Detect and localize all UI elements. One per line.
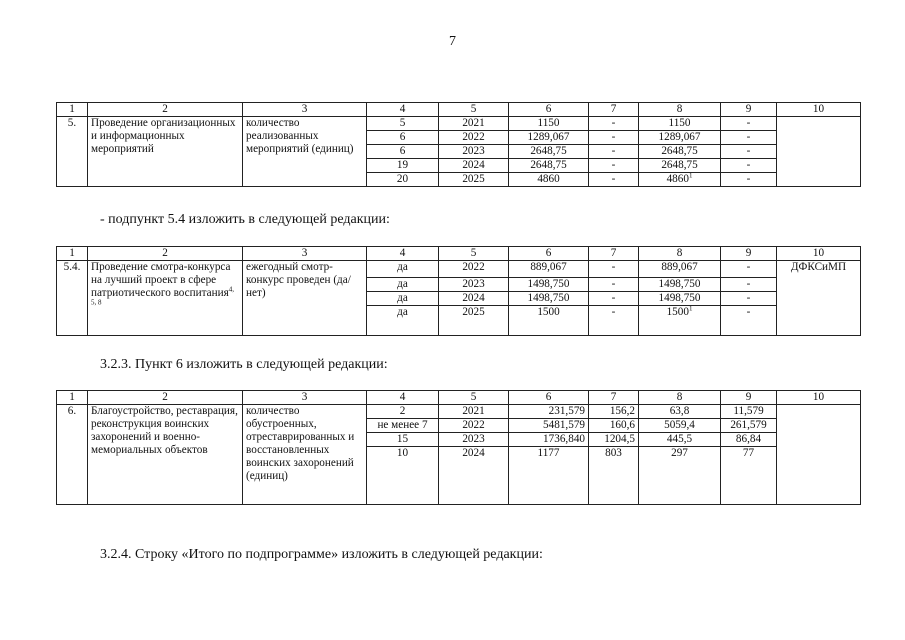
local-amount: - xyxy=(721,117,777,131)
responsible xyxy=(777,117,861,187)
federal-amount: 803 xyxy=(589,447,639,505)
header-cell: 10 xyxy=(777,103,861,117)
local-amount: - xyxy=(721,145,777,159)
local-amount: - xyxy=(721,306,777,336)
total-amount: 1177 xyxy=(509,447,589,505)
header-cell: 1 xyxy=(57,391,88,405)
year: 2025 xyxy=(439,173,509,187)
header-cell: 3 xyxy=(243,247,367,261)
indicator-value: не менее 7 xyxy=(367,419,439,433)
year: 2023 xyxy=(439,145,509,159)
item-name: Благоустройство, реставрация, реконструкция воинских захоронений и военно-мемориальных объектов xyxy=(88,405,243,505)
paragraph-3-2-4: 3.2.4. Строку «Итого по подпрограмме» изложить в следующей редакции: xyxy=(100,547,543,562)
federal-amount: 160,6 xyxy=(589,419,639,433)
local-amount: 11,579 xyxy=(721,405,777,419)
header-cell: 2 xyxy=(88,103,243,117)
header-cell: 8 xyxy=(639,103,721,117)
header-cell: 3 xyxy=(243,103,367,117)
total-amount: 889,067 xyxy=(509,261,589,278)
local-amount: - xyxy=(721,159,777,173)
total-amount: 2648,75 xyxy=(509,145,589,159)
total-amount: 1289,067 xyxy=(509,131,589,145)
header-row xyxy=(57,391,861,405)
indicator-value: 19 xyxy=(367,159,439,173)
federal-amount: - xyxy=(589,173,639,187)
item-name: Проведение смотра-конкурса на лучший проект в сфере патриотического воспитания$^{4, 5, 8}$ xyxy=(88,261,243,336)
paragraph-3-2-3: 3.2.3. Пункт 6 изложить в следующей редакции: xyxy=(100,357,388,372)
federal-amount: 1204,5 xyxy=(589,433,639,447)
header-cell: 2 xyxy=(88,391,243,405)
regional-amount: 1289,067 xyxy=(639,131,721,145)
header-cell: 10 xyxy=(777,247,861,261)
regional-amount: 2648,75 xyxy=(639,145,721,159)
page-number: 7 xyxy=(449,34,456,49)
regional-amount: 63,8 xyxy=(639,405,721,419)
item-number: 6. xyxy=(57,405,88,505)
program-table-item-5 xyxy=(56,102,861,187)
total-amount: 1500 xyxy=(509,306,589,336)
responsible xyxy=(777,405,861,505)
header-cell: 9 xyxy=(721,391,777,405)
header-cell: 9 xyxy=(721,247,777,261)
header-cell: 9 xyxy=(721,103,777,117)
federal-amount: 156,2 xyxy=(589,405,639,419)
header-cell: 4 xyxy=(367,247,439,261)
indicator-value: 5 xyxy=(367,117,439,131)
indicator-value: да xyxy=(367,261,439,278)
regional-amount: 445,5 xyxy=(639,433,721,447)
total-amount: 5481,579 xyxy=(509,419,589,433)
year: 2023 xyxy=(439,433,509,447)
federal-amount: - xyxy=(589,117,639,131)
year: 2022 xyxy=(439,261,509,278)
year: 2022 xyxy=(439,419,509,433)
year: 2022 xyxy=(439,131,509,145)
year: 2023 xyxy=(439,278,509,292)
responsible: ДФКСиМП xyxy=(777,261,861,336)
indicator-value: 2 xyxy=(367,405,439,419)
table-row xyxy=(57,261,861,278)
program-table-item-6 xyxy=(56,390,861,505)
item-indicator: количество обустроенных, отреставрированных и восстановленных воинских захоронений (единиц) xyxy=(243,405,367,505)
header-cell: 5 xyxy=(439,247,509,261)
item-number: 5. xyxy=(57,117,88,187)
header-cell: 3 xyxy=(243,391,367,405)
federal-amount: - xyxy=(589,292,639,306)
header-cell: 7 xyxy=(589,247,639,261)
year: 2025 xyxy=(439,306,509,336)
header-cell: 2 xyxy=(88,247,243,261)
header-cell: 5 xyxy=(439,103,509,117)
year: 2024 xyxy=(439,447,509,505)
federal-amount: - xyxy=(589,306,639,336)
total-amount: 1150 xyxy=(509,117,589,131)
paragraph-subitem-5-4: - подпункт 5.4 изложить в следующей редакции: xyxy=(100,212,390,227)
header-cell: 5 xyxy=(439,391,509,405)
local-amount: 77 xyxy=(721,447,777,505)
regional-amount: 1150 xyxy=(639,117,721,131)
item-number: 5.4. xyxy=(57,261,88,336)
indicator-value: 10 xyxy=(367,447,439,505)
regional-amount: 5059,4 xyxy=(639,419,721,433)
federal-amount: - xyxy=(589,278,639,292)
local-amount: - xyxy=(721,131,777,145)
regional-amount: 1498,750 xyxy=(639,278,721,292)
indicator-value: да xyxy=(367,292,439,306)
local-amount: - xyxy=(721,278,777,292)
indicator-value: 6 xyxy=(367,131,439,145)
item-name: Проведение организационных и информационных мероприятий xyxy=(88,117,243,187)
header-cell: 8 xyxy=(639,247,721,261)
table-row xyxy=(57,117,861,131)
regional-amount: 1500$^1$ xyxy=(639,306,721,336)
federal-amount: - xyxy=(589,261,639,278)
regional-amount: 297 xyxy=(639,447,721,505)
federal-amount: - xyxy=(589,131,639,145)
federal-amount: - xyxy=(589,159,639,173)
local-amount: - xyxy=(721,261,777,278)
header-row xyxy=(57,103,861,117)
regional-amount: 1498,750 xyxy=(639,292,721,306)
local-amount: 261,579 xyxy=(721,419,777,433)
header-cell: 1 xyxy=(57,247,88,261)
total-amount: 2648,75 xyxy=(509,159,589,173)
header-cell: 7 xyxy=(589,391,639,405)
header-cell: 7 xyxy=(589,103,639,117)
year: 2024 xyxy=(439,159,509,173)
program-table-item-5-4 xyxy=(56,246,861,336)
indicator-value: 15 xyxy=(367,433,439,447)
local-amount: - xyxy=(721,292,777,306)
regional-amount: 4860$^1$ xyxy=(639,173,721,187)
indicator-value: 6 xyxy=(367,145,439,159)
indicator-value: да xyxy=(367,278,439,292)
indicator-value: 20 xyxy=(367,173,439,187)
year: 2024 xyxy=(439,292,509,306)
table-row xyxy=(57,405,861,419)
federal-amount: - xyxy=(589,145,639,159)
indicator-value: да xyxy=(367,306,439,336)
item-indicator: ежегодный смотр-конкурс проведен (да/нет) xyxy=(243,261,367,336)
year: 2021 xyxy=(439,405,509,419)
header-row xyxy=(57,247,861,261)
header-cell: 4 xyxy=(367,391,439,405)
total-amount: 1498,750 xyxy=(509,292,589,306)
year: 2021 xyxy=(439,117,509,131)
header-cell: 10 xyxy=(777,391,861,405)
header-cell: 4 xyxy=(367,103,439,117)
header-cell: 1 xyxy=(57,103,88,117)
total-amount: 1498,750 xyxy=(509,278,589,292)
regional-amount: 889,067 xyxy=(639,261,721,278)
local-amount: 86,84 xyxy=(721,433,777,447)
regional-amount: 2648,75 xyxy=(639,159,721,173)
item-indicator: количество реализованных мероприятий (единиц) xyxy=(243,117,367,187)
header-cell: 8 xyxy=(639,391,721,405)
total-amount: 4860 xyxy=(509,173,589,187)
header-cell: 6 xyxy=(509,103,589,117)
total-amount: 1736,840 xyxy=(509,433,589,447)
total-amount: 231,579 xyxy=(509,405,589,419)
local-amount: - xyxy=(721,173,777,187)
header-cell: 6 xyxy=(509,391,589,405)
header-cell: 6 xyxy=(509,247,589,261)
